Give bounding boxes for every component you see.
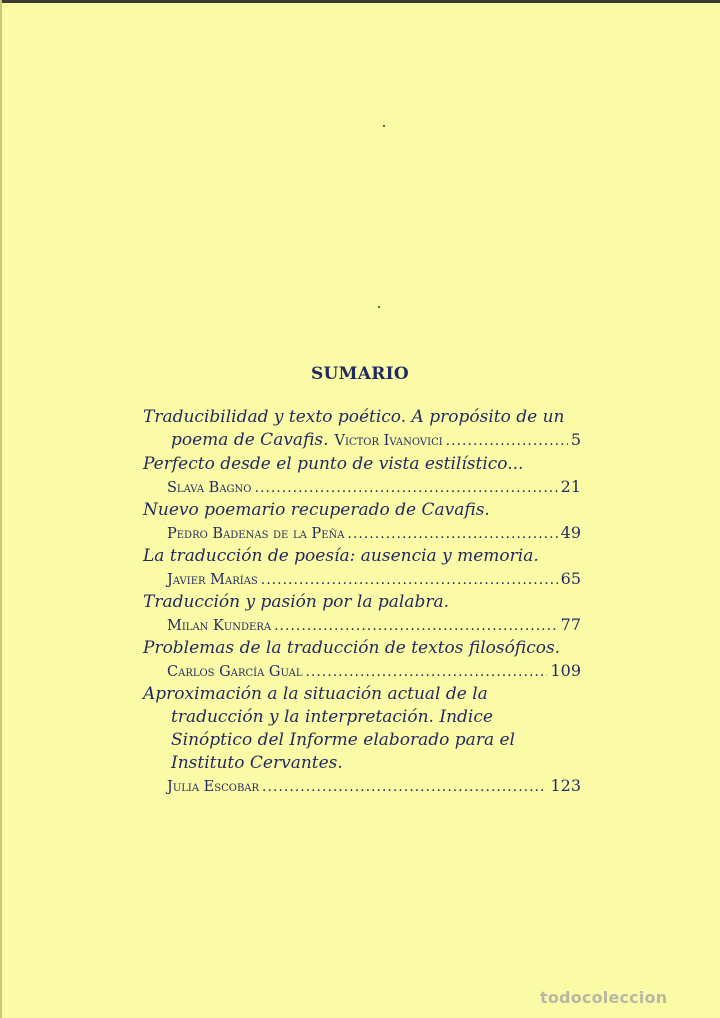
toc-entry-title: Nuevo poemario recuperado de Cavafis. (143, 500, 490, 520)
leader-dots (305, 661, 547, 683)
toc-entry-page: 123 (550, 776, 581, 795)
toc-entry-author: Milan Kundera (167, 618, 272, 634)
toc-entry-title: Sinóptico del Informe elaborado para el (171, 730, 515, 750)
toc-entry-title: Problemas de la traducción de textos filosóficos. (143, 638, 561, 658)
paper-speck (383, 125, 385, 127)
toc-entry-author-line (167, 476, 581, 499)
leader-dots (446, 430, 568, 452)
page-title: SUMARIO (310, 364, 410, 384)
toc-entry-author: Slava Bagno (167, 480, 252, 496)
toc-entry-author-line (167, 522, 581, 545)
toc-entry-author: Victor Ivanovici (334, 433, 443, 449)
toc-entry-author-line (167, 568, 581, 591)
toc-entry-title: poema de Cavafis. (171, 430, 329, 450)
paper-speck (378, 306, 380, 308)
toc-entry-title: La traducción de poesía: ausencia y memoria. (143, 546, 539, 566)
toc-entry-page: 5 (570, 430, 581, 449)
toc-entry-title: traducción y la interpretación. Indice (171, 707, 493, 727)
leader-dots (261, 569, 558, 591)
toc-entry-author-line (167, 775, 581, 798)
toc-entry-page: 21 (560, 477, 581, 496)
toc-entry-author-line (171, 429, 581, 452)
toc-entry-title: Traducibilidad y texto poético. A propósito de un (143, 407, 565, 427)
page-left-edge (0, 0, 2, 1018)
watermark-logo: todocoleccion (540, 988, 668, 1007)
toc-entry-author: Julia Escobar (167, 779, 260, 795)
toc-entry-page: 49 (560, 523, 581, 542)
toc-entry-author-line (167, 660, 581, 683)
toc-entry-title: Traducción y pasión por la palabra. (143, 592, 450, 612)
toc-entry-author: Pedro Badenas de la Peña (167, 526, 345, 542)
toc-entry-page: 109 (550, 661, 581, 680)
toc-entry-title: Instituto Cervantes. (171, 753, 343, 773)
toc-entry-author: Carlos García Gual (167, 664, 303, 680)
leader-dots (274, 615, 558, 637)
toc-entry-title: Perfecto desde el punto de vista estilístico... (143, 454, 524, 474)
page-top-edge (0, 0, 720, 3)
toc-entry-author-line (167, 614, 581, 637)
leader-dots (347, 523, 557, 545)
toc-entry-page: 65 (560, 569, 581, 588)
toc-entry-title: Aproximación a la situación actual de la (143, 684, 488, 704)
toc-entry-page: 77 (560, 615, 581, 634)
leader-dots (255, 477, 558, 499)
leader-dots (262, 776, 547, 798)
toc-entry-author: Javier Marías (167, 572, 258, 588)
